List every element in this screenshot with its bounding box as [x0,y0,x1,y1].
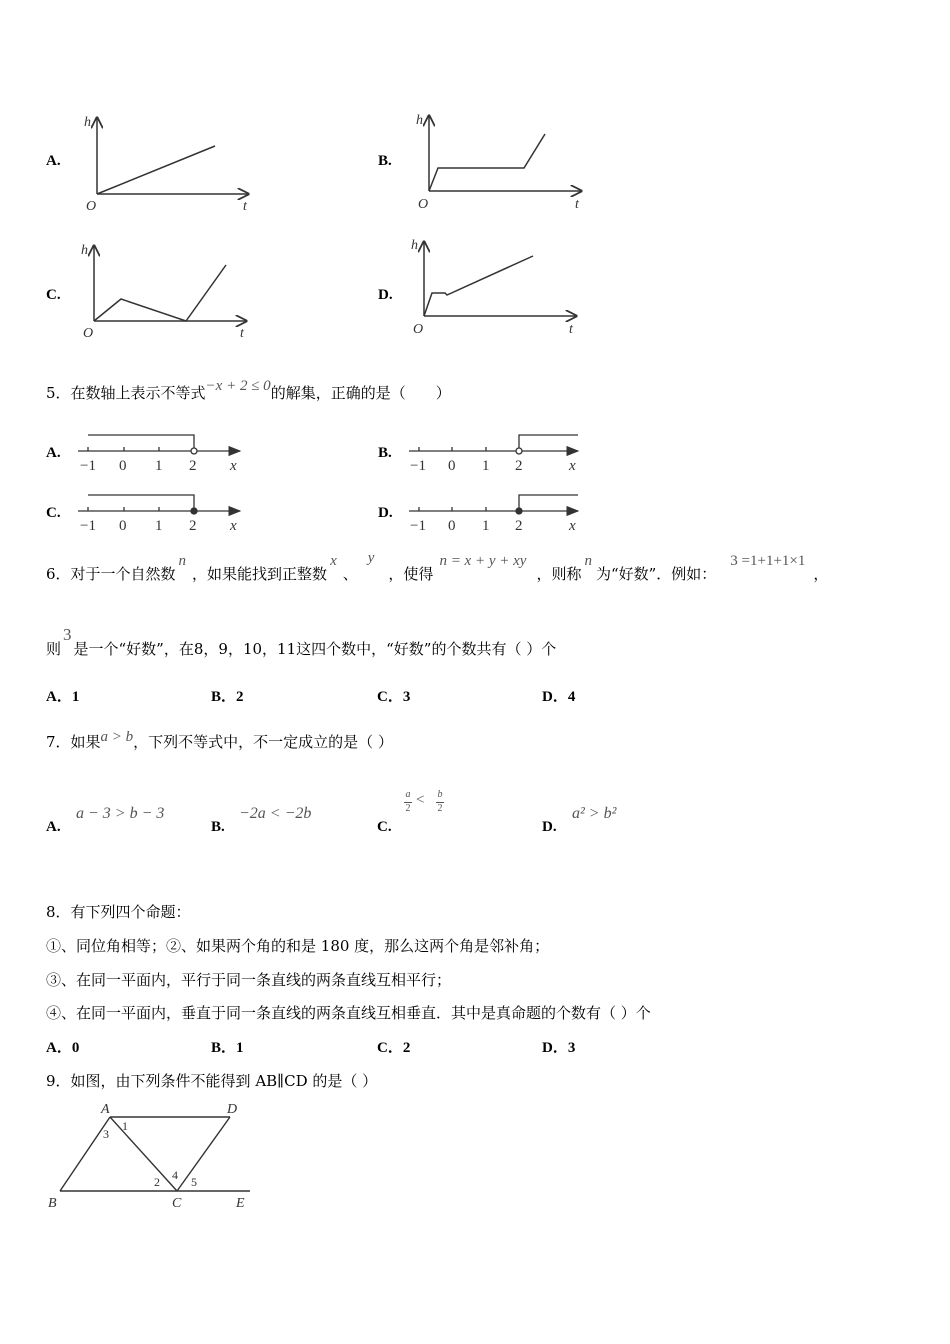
q9-angle-1: 1 [122,1119,128,1133]
q9-point-c: C [172,1196,182,1211]
q7-condition: a > b [100,729,134,745]
q6-option-a[interactable]: A．1 [46,689,80,705]
q4-option-c-label: C. [46,287,61,303]
q4-option-d-label: D. [378,287,393,303]
q7-option-c-math: a 2 < b 2 [405,789,443,814]
q4-b-yaxis-label: h [416,113,423,128]
q5-c-tick: 1 [155,518,163,534]
q7-option-b-label: B. [211,819,225,835]
q8-proposition-1-2: ①、同位角相等；②、如果两个角的和是 180 度，那么这两个角是邻补角； [46,937,550,955]
q5-option-b-label: B. [378,445,392,461]
q4-d-yaxis-label: h [411,238,418,253]
q8-option-b[interactable]: B．1 [211,1040,244,1056]
q9-angle-4: 4 [172,1168,178,1182]
q6-equation: n = x + y + xy [439,553,527,569]
q4-b-xaxis-label: t [575,197,579,212]
q4-option-a-label: A. [46,153,61,169]
q4-option-b-label: B. [378,153,392,169]
q4-graph-c [94,246,246,321]
q7-option-a-math: a − 3 > b − 3 [76,805,165,822]
q4-d-origin-label: O [413,322,424,337]
q5-a-tick: 0 [119,458,127,474]
q8-proposition-3: ③、在同一平面内，平行于同一条直线的两条直线互相平行； [46,971,452,989]
q5-option-c-label: C. [46,505,61,521]
q5-number-lines [0,420,950,540]
q9-point-a: A [101,1102,110,1117]
q5-d-tick: 2 [515,518,523,534]
q4-graph-b [429,116,581,191]
q8-option-c[interactable]: C．2 [377,1040,411,1056]
q9-point-d: D [227,1102,238,1117]
q4-d-xaxis-label: t [569,322,573,337]
q5-c-tick: −1 [80,518,96,534]
q9-angle-2: 2 [154,1175,160,1189]
q9-stem: 9．如图，由下列条件不能得到 AB∥CD 的是（ ） [46,1072,378,1090]
q6-option-d[interactable]: D．4 [542,689,576,705]
q5-line-b [409,435,578,454]
q9-angle-5: 5 [191,1175,197,1189]
q5-option-d-label: D. [378,505,393,521]
q5-b-tick: 0 [448,458,456,474]
q4-a-origin-label: O [86,199,97,214]
q4-c-xaxis-label: t [240,326,244,341]
q8-option-d[interactable]: D．3 [542,1040,576,1056]
q4-a-yaxis-label: h [84,115,91,130]
q9-angle-3: 3 [103,1127,109,1141]
q5-a-tick: −1 [80,458,96,474]
q5-a-axis-var: x [230,458,237,474]
q6-option-b[interactable]: B．2 [211,689,244,705]
q7-option-d-label: D. [542,819,557,835]
q8-option-a[interactable]: A．0 [46,1040,80,1056]
q5-inequality: −x + 2 ≤ 0 [205,378,271,394]
q6-option-c[interactable]: C．3 [377,689,411,705]
q9-point-b: B [48,1196,57,1211]
q5-d-axis-var: x [569,518,576,534]
q4-graphs [0,0,950,360]
q5-line-a [78,435,240,454]
q4-c-origin-label: O [83,326,94,341]
q4-graph-a [97,118,248,194]
q4-c-yaxis-label: h [81,243,88,258]
q8-proposition-4: ④、在同一平面内，垂直于同一条直线的两条直线互相垂直．其中是真命题的个数有（ ）个 [46,1004,651,1022]
q5-option-a-label: A. [46,445,61,461]
q5-line-d [409,495,578,514]
q7-stem: 7．如果a > b，下列不等式中，不一定成立的是（ ） [46,729,393,751]
q5-c-tick: 2 [189,518,197,534]
q7-option-d-math: a² > b² [572,805,617,822]
q6-stem-line1: 6．对于一个自然数n，如果能找到正整数x、y，使得n = x + y + xy，则称n为“好数”．例如：3 =1+1+1×1， [46,550,829,583]
q4-a-xaxis-label: t [243,199,247,214]
q4-b-origin-label: O [418,197,429,212]
q5-c-axis-var: x [230,518,237,534]
q8-stem: 8．有下列四个命题： [46,903,191,921]
q5-stem: 5．在数轴上表示不等式−x + 2 ≤ 0的解集，正确的是（ ） [46,378,451,402]
q5-line-c [78,495,240,514]
q5-d-tick: 0 [448,518,456,534]
q5-d-tick: −1 [410,518,426,534]
q6-stem-line2: 则3是一个“好数”，在8，9，10，11这四个数中，“好数”的个数共有（ ）个 [46,625,557,658]
q5-b-tick: 2 [515,458,523,474]
q5-a-tick: 2 [189,458,197,474]
q5-c-tick: 0 [119,518,127,534]
q5-b-tick: 1 [482,458,490,474]
q4-graph-d [424,242,576,316]
q5-d-tick: 1 [482,518,490,534]
q9-point-e: E [236,1196,245,1211]
q5-b-axis-var: x [569,458,576,474]
q5-b-tick: −1 [410,458,426,474]
q5-a-tick: 1 [155,458,163,474]
q9-figure [40,1095,270,1215]
q6-example: 3 =1+1+1×1 [730,553,806,569]
q7-option-a-label: A. [46,819,61,835]
q7-option-b-math: −2a < −2b [239,805,312,822]
q7-option-c-label: C. [377,819,392,835]
